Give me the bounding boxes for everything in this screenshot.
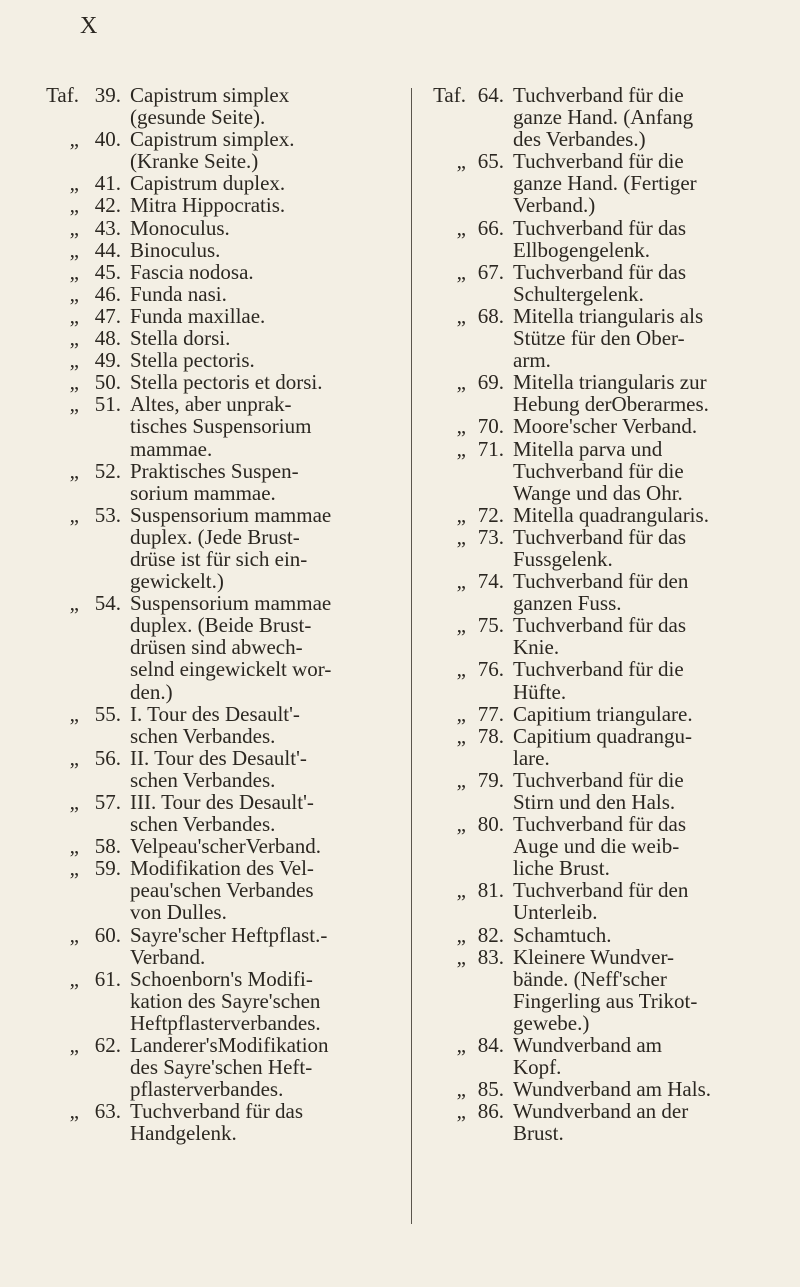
ditto-mark: „ [456, 259, 466, 284]
ditto-mark: „ [456, 812, 466, 837]
plate-title: Sayre'scher Heftpflast.- Verband. [130, 922, 328, 969]
ditto-mark: „ [456, 1033, 466, 1058]
plate-number: 68. [477, 303, 504, 328]
ditto-mark: „ [456, 1099, 466, 1124]
ditto-mark: „ [69, 502, 79, 527]
plate-title: Tuchverband für das Schultergelenk. [513, 259, 687, 306]
ditto-mark: „ [69, 458, 79, 483]
ditto-mark: „ [69, 856, 79, 881]
plate-title: Velpeau'scherVerband. [130, 834, 321, 859]
plate-title: Fascia nodosa. [130, 259, 254, 284]
ditto-mark: „ [69, 127, 79, 152]
plate-title: Funda nasi. [130, 281, 227, 306]
plate-number: 85. [477, 1077, 504, 1102]
ditto-mark: „ [69, 922, 79, 947]
plate-number: 70. [477, 414, 504, 439]
plate-entry [0, 835, 390, 857]
plate-entry [0, 857, 390, 923]
plate-title: Stella pectoris et dorsi. [130, 370, 323, 395]
ditto-mark: „ [69, 259, 79, 284]
plate-number: 45. [94, 259, 121, 284]
plate-title: Capistrum simplex (gesunde Seite). [130, 83, 290, 130]
plate-entry [413, 703, 800, 725]
page-mark: X [80, 13, 98, 39]
plate-entry [413, 261, 800, 305]
plate-entry [413, 924, 800, 946]
plate-title: Tuchverband für das Handgelenk. [130, 1099, 304, 1146]
plate-title: Tuchverband für das Ellbogengelenk. [513, 215, 687, 262]
ditto-mark: „ [69, 171, 79, 196]
ditto-mark: „ [69, 281, 79, 306]
plate-title: Wundverband am Hals. [513, 1077, 712, 1102]
plate-entry [413, 150, 800, 216]
plate-entry [0, 592, 390, 702]
plate-number: 67. [477, 259, 504, 284]
plate-entry [413, 879, 800, 923]
ditto-mark: „ [69, 348, 79, 373]
plate-title: III. Tour des Desault'- schen Verbandes. [130, 790, 314, 837]
plate-number: 80. [477, 812, 504, 837]
plate-entry [0, 349, 390, 371]
plate-title: Altes, aber unprak- tisches Suspensorium mammae. [130, 392, 312, 461]
plate-number: 73. [477, 524, 504, 549]
plate-title: Tuchverband für das Knie. [513, 613, 687, 660]
plate-entry [0, 703, 390, 747]
plate-number: 81. [477, 878, 504, 903]
plate-entry [0, 1034, 390, 1100]
plate-title: Mitra Hippocratis. [130, 193, 286, 218]
ditto-mark: „ [69, 966, 79, 991]
ditto-mark: „ [69, 790, 79, 814]
plate-entry [0, 261, 390, 283]
plate-title: Capitium quadrangu- lare. [513, 723, 693, 770]
plate-number: 79. [477, 767, 504, 792]
plate-number: 78. [477, 723, 504, 748]
plate-number: 65. [477, 149, 504, 174]
plate-entry [413, 415, 800, 437]
plate-number: 75. [477, 613, 504, 638]
plate-number: 42. [94, 193, 121, 218]
plate-title: Praktisches Suspen- sorium mammae. [130, 458, 299, 505]
plate-entry [0, 194, 390, 216]
plate-entry [0, 84, 390, 128]
plate-entry [413, 769, 800, 813]
left-column [0, 84, 390, 1145]
plate-title: Wundverband an der Brust. [513, 1099, 689, 1146]
ditto-mark: „ [456, 701, 466, 726]
plate-number: 58. [94, 834, 121, 859]
plate-entry [0, 305, 390, 327]
plate-title: Tuchverband für die ganze Hand. (Anfang des Verbandes.) [513, 83, 694, 152]
plate-title: Capistrum simplex. (Kranke Seite.) [130, 127, 295, 174]
plate-entry [413, 813, 800, 879]
plate-entry [0, 747, 390, 791]
plate-title: Capitium triangulare. [513, 701, 693, 726]
plate-number: 41. [94, 171, 121, 196]
plate-entry [413, 504, 800, 526]
ditto-mark: „ [69, 237, 79, 262]
ditto-mark: „ [456, 613, 466, 638]
plate-number: 62. [94, 1033, 121, 1058]
plate-number: 66. [477, 215, 504, 240]
ditto-mark: „ [456, 149, 466, 174]
plate-number: 56. [94, 745, 121, 770]
ditto-mark: „ [456, 524, 466, 549]
ditto-mark: „ [69, 1099, 79, 1124]
plate-title: Suspensorium mammae duplex. (Jede Brust- drüse ist für sich ein- gewickelt.) [130, 502, 332, 594]
ditto-mark: „ [456, 878, 466, 903]
ditto-mark: „ [69, 303, 79, 328]
plate-number: 39. [94, 83, 121, 107]
plate-title: Capistrum duplex. [130, 171, 286, 196]
plate-number: 40. [94, 127, 121, 152]
ditto-mark: „ [456, 215, 466, 240]
ditto-mark: „ [456, 569, 466, 594]
ditto-mark: „ [69, 745, 79, 770]
ditto-mark: „ [456, 436, 466, 461]
ditto-mark: „ [69, 370, 79, 395]
plate-number: 61. [94, 966, 121, 991]
plate-title: Tuchverband für den ganzen Fuss. [513, 569, 689, 616]
plate-title: Landerer'sModifikation des Sayre'schen Heft- pflasterverbandes. [130, 1033, 329, 1102]
plate-title: Stella pectoris. [130, 348, 255, 373]
plate-entry [413, 1034, 800, 1078]
ditto-mark: „ [456, 767, 466, 792]
plate-number: 52. [94, 458, 121, 483]
ditto-mark: „ [456, 414, 466, 439]
plate-entry [0, 172, 390, 194]
plate-number: 86. [477, 1099, 504, 1124]
ditto-mark: „ [69, 193, 79, 218]
plate-number: 59. [94, 856, 121, 881]
right-column [413, 84, 800, 1145]
plate-title: Mitella parva und Tuchverband für die Wange und das Ohr. [513, 436, 684, 505]
plate-entry [413, 614, 800, 658]
plate-number: 43. [94, 215, 121, 240]
plate-entry [413, 84, 800, 150]
ditto-mark: „ [456, 944, 466, 969]
plate-number: 83. [477, 944, 504, 969]
plate-title: I. Tour des Desault'- schen Verbandes. [130, 701, 300, 748]
plate-title: Tuchverband für das Fussgelenk. [513, 524, 687, 571]
plate-title: Mitella quadrangularis. [513, 502, 709, 527]
plate-entry [0, 460, 390, 504]
plate-number: 77. [477, 701, 504, 726]
plate-entry [0, 791, 390, 835]
taf-label: Taf. [433, 83, 466, 107]
plate-title: Tuchverband für die Stirn und den Hals. [513, 767, 684, 814]
plate-number: 49. [94, 348, 121, 373]
plate-title: Mitella triangularis zur Hebung derOberarmes. [513, 370, 709, 417]
plate-number: 64. [477, 83, 504, 107]
plate-title: Suspensorium mammae duplex. (Beide Brust- drüsen sind abwech- selnd eingewickelt wor- den.) [130, 591, 332, 704]
plate-number: 50. [94, 370, 121, 395]
ditto-mark: „ [69, 701, 79, 726]
ditto-mark: „ [456, 1077, 466, 1102]
column-divider [411, 88, 412, 1224]
plate-title: Monoculus. [130, 215, 230, 240]
plate-entry [413, 305, 800, 371]
plate-entry [413, 658, 800, 702]
taf-label: Taf. [46, 83, 79, 107]
plate-entry [0, 217, 390, 239]
plate-title: Modifikation des Vel- peau'schen Verbandes von Dulles. [130, 856, 314, 925]
plate-entry [413, 217, 800, 261]
ditto-mark: „ [456, 370, 466, 395]
plate-number: 54. [94, 591, 121, 616]
plate-number: 60. [94, 922, 121, 947]
plate-number: 74. [477, 569, 504, 594]
ditto-mark: „ [456, 922, 466, 947]
plate-title: Binoculus. [130, 237, 221, 262]
plate-number: 51. [94, 392, 121, 417]
ditto-mark: „ [456, 303, 466, 328]
plate-title: Tuchverband für die ganze Hand. (Fertiger Verband.) [513, 149, 697, 218]
ditto-mark: „ [456, 723, 466, 748]
plate-title: Kleinere Wundver- bände. (Neff'scher Fingerling aus Trikot- gewebe.) [513, 944, 698, 1035]
plate-entry [0, 1100, 390, 1144]
plate-number: 71. [477, 436, 504, 461]
ditto-mark: „ [456, 657, 466, 682]
plate-title: Tuchverband für die Hüfte. [513, 657, 684, 704]
plate-entry [0, 128, 390, 172]
plate-entry [413, 1100, 800, 1144]
plate-entry [413, 1078, 800, 1100]
plate-entry [0, 968, 390, 1034]
plate-number: 69. [477, 370, 504, 395]
plate-title: Tuchverband für das Auge und die weib- liche Brust. [513, 812, 687, 881]
ditto-mark: „ [456, 502, 466, 527]
ditto-mark: „ [69, 834, 79, 859]
plate-number: 84. [477, 1033, 504, 1058]
plate-title: Schamtuch. [513, 922, 612, 947]
plate-entry [0, 924, 390, 968]
plate-entry [0, 393, 390, 459]
plate-entry [0, 371, 390, 393]
plate-title: Moore'scher Verband. [513, 414, 698, 439]
ditto-mark: „ [69, 326, 79, 351]
plate-number: 63. [94, 1099, 121, 1124]
plate-number: 57. [94, 790, 121, 814]
plate-title: Stella dorsi. [130, 326, 231, 351]
plate-number: 53. [94, 502, 121, 527]
plate-entry [0, 239, 390, 261]
plate-title: II. Tour des Desault'- schen Verbandes. [130, 745, 307, 792]
plate-entry [413, 526, 800, 570]
plate-entry [413, 725, 800, 769]
plate-number: 55. [94, 701, 121, 726]
plate-number: 44. [94, 237, 121, 262]
ditto-mark: „ [69, 215, 79, 240]
plate-number: 72. [477, 502, 504, 527]
ditto-mark: „ [69, 591, 79, 616]
plate-title: Wundverband am Kopf. [513, 1033, 663, 1080]
plate-entry [413, 570, 800, 614]
plate-entry [0, 327, 390, 349]
plate-title: Schoenborn's Modifi- kation des Sayre'schen Heftpflasterverbandes. [130, 966, 321, 1035]
plate-title: Mitella triangularis als Stütze für den Ober- arm. [513, 303, 704, 373]
plate-entry [413, 946, 800, 1034]
plate-number: 47. [94, 303, 121, 328]
plate-number: 82. [477, 922, 504, 947]
plate-title: Tuchverband für den Unterleib. [513, 878, 689, 925]
ditto-mark: „ [69, 1033, 79, 1058]
plate-entry [413, 438, 800, 504]
plate-entry [413, 371, 800, 415]
plate-entry [0, 283, 390, 305]
plate-number: 46. [94, 281, 121, 306]
plate-title: Funda maxillae. [130, 303, 266, 328]
plate-entry [0, 504, 390, 592]
ditto-mark: „ [69, 392, 79, 417]
plate-number: 48. [94, 326, 121, 351]
plate-number: 76. [477, 657, 504, 682]
